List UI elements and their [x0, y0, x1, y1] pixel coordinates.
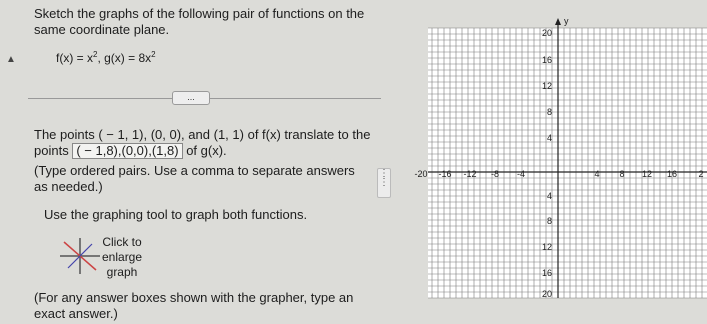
grid-background [428, 28, 707, 298]
y-tick-label: 8 [546, 216, 552, 226]
y-tick-label: 16 [541, 268, 552, 278]
instructions [34, 6, 374, 38]
instructions-line-2: same coordinate plane. [34, 22, 170, 37]
enlarge-graph-button[interactable] [52, 232, 172, 282]
y-axis-arrow-icon [555, 18, 561, 25]
y-tick-label: 8 [546, 107, 552, 117]
y-tick-label: 20 [541, 28, 552, 38]
collapse-arrow-icon[interactable]: ▲ [6, 54, 16, 65]
x-tick-label: 4 [594, 169, 600, 179]
points-line2-post: of g(x). [186, 143, 227, 158]
enlarge-label [102, 235, 142, 280]
g-definition: , g(x) = 8x [97, 51, 152, 65]
x-tick-label: 2 [698, 169, 704, 179]
points-answer-line [34, 143, 227, 159]
f-exponent: 2 [93, 50, 98, 59]
type-note-line-2: as needed.) [34, 179, 103, 194]
enlarge-line-1: Click to [102, 235, 142, 249]
x-tick-label: -4 [516, 169, 526, 179]
more-button[interactable]: ... [172, 91, 210, 105]
graph-tool-instruction: Use the graphing tool to graph both functions. [44, 207, 308, 222]
y-tick-label: 20 [541, 289, 552, 299]
instructions-line-1: Sketch the graphs of the following pair of functions on the [34, 6, 365, 21]
x-tick-label: 12 [641, 169, 653, 179]
y-tick-label: 16 [541, 55, 552, 65]
y-tick-label: 4 [546, 133, 552, 143]
y-axis-label: y [564, 16, 569, 26]
graph-thumbnail-icon [58, 236, 102, 276]
x-tick-label: -12 [463, 169, 477, 179]
x-tick-label: 16 [666, 169, 678, 179]
points-last: (1, 1) [213, 127, 244, 142]
g-exponent: 2 [151, 50, 156, 59]
points-post: of f(x) translate to the [247, 127, 371, 142]
points-statement [34, 127, 370, 143]
type-note-line-1: (Type ordered pairs. Use a comma to separate answers [34, 163, 355, 178]
function-pair [56, 50, 156, 65]
points-line2-pre: points [34, 143, 69, 158]
y-tick-label: 12 [541, 81, 552, 91]
panel-resize-handle[interactable]: ⋮ ⋮ [377, 168, 391, 198]
points-pre: The points [34, 127, 95, 142]
y-tick-label: 12 [541, 242, 552, 252]
x-tick-label: -16 [438, 169, 452, 179]
f-definition: f(x) = x [56, 51, 94, 65]
x-tick-label: -8 [490, 169, 500, 179]
y-tick-label: 4 [546, 191, 552, 201]
x-tick-label: 8 [619, 169, 625, 179]
points-and: and [188, 127, 210, 142]
footnote-line-1: (For any answer boxes shown with the grapher, type an [34, 290, 354, 305]
enlarge-line-2: enlarge [102, 250, 143, 264]
x-tick-label: -20 [414, 169, 428, 179]
points-list: ( − 1, 1), (0, 0), [98, 127, 185, 142]
coordinate-grid[interactable] [414, 6, 707, 324]
enlarge-line-3: graph [106, 265, 138, 279]
answer-box[interactable]: ( − 1,8),(0,0),(1,8) [72, 143, 182, 159]
footnote-line-2: exact answer.) [34, 306, 118, 321]
